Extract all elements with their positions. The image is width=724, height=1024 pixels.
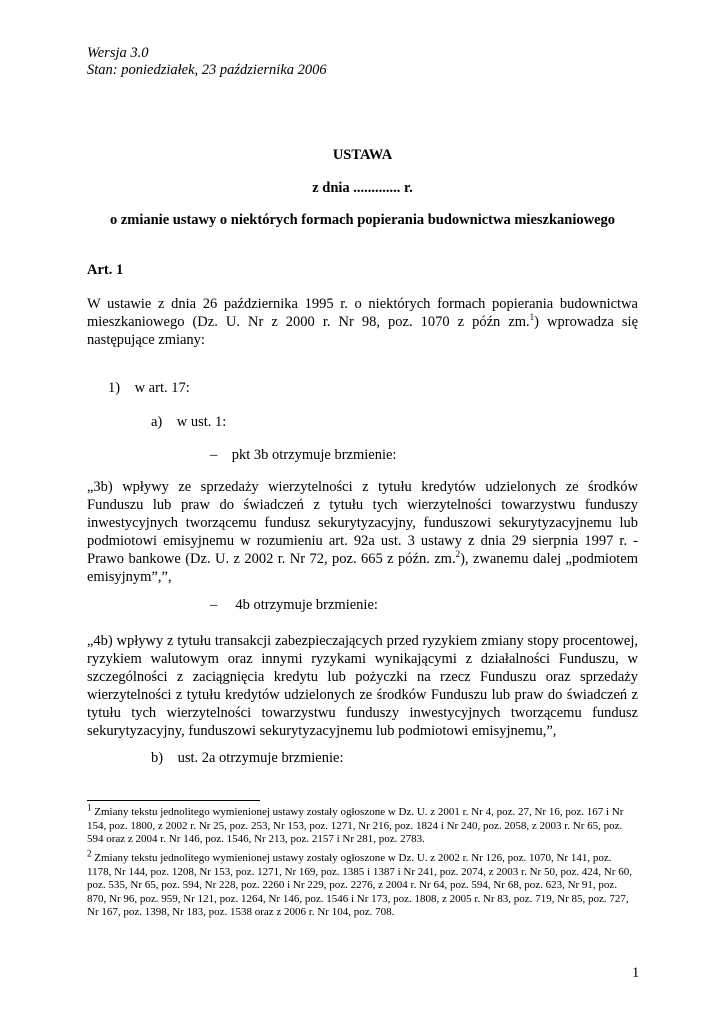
- status-label: Stan: poniedziałek, 23 października 2006: [87, 62, 327, 78]
- intro-paragraph: [87, 295, 638, 349]
- intro-text-before: W ustawie z dnia 26 października 1995 r. o niektórych formach popierania budownictwa mieszkaniowego (Dz. U. Nr z 2000 r. Nr 98, poz. 1070 z późn zm.: [87, 296, 638, 330]
- footnote-2-number: 2: [87, 848, 92, 859]
- list-item-1: 1) w art. 17:: [108, 380, 190, 396]
- dash-item-pkt3b: – pkt 3b otrzymuje brzmienie:: [210, 447, 397, 463]
- footnote-1-text: Zmiany tekstu jednolitego wymienionej ustawy zostały ogłoszone w Dz. U. z 2001 r. Nr 4, poz. 27, Nr 16, poz. 167 i Nr 154, poz. 1800, z 2002 r. Nr 25, poz. 253, Nr 153, poz. 1271, Nr 216, poz. 1824 i Nr 240, poz. 2058, z 2003 r. Nr 65, poz. 594 oraz z 2004 r. Nr 146, poz. 1546, Nr 213, poz. 2157 i Nr 281, poz. 2783.: [87, 806, 624, 845]
- version-label: Wersja 3.0: [87, 45, 149, 61]
- intro-text-after: ) wprowadza się następujące zmiany:: [87, 314, 639, 348]
- document-title: USTAWA: [332, 147, 393, 163]
- dash-item-4b: – 4b otrzymuje brzmienie:: [210, 597, 378, 613]
- document-subject: o zmianie ustawy o niektórych formach popierania budownictwa mieszkaniowego: [109, 212, 616, 228]
- article-heading: Art. 1: [87, 262, 124, 278]
- footnote-1: [87, 802, 638, 847]
- quote-3b-text-end: ), zwanemu dalej „podmiotem emisyjnym”,”,: [87, 551, 638, 585]
- page-number: 1: [632, 965, 640, 981]
- date-line: z dnia ............. r.: [312, 180, 413, 196]
- list-item-a: a) w ust. 1:: [151, 414, 227, 430]
- footnote-2: [87, 848, 638, 920]
- footnote-2-text: Zmiany tekstu jednolitego wymienionej ustawy zostały ogłoszone w Dz. U. z 2002 r. Nr 126, poz. 1070, Nr 141, poz. 1178, Nr 144, poz. 1208, Nr 153, poz. 1271, Nr 169, poz. 1385 i 1387 i Nr 241, poz. 2074, z 2003 r. Nr 50, poz. 424, Nr 60, poz. 535, Nr 65, poz. 594, Nr 228, poz. 2260 i Nr 229, poz. 2276, z 2004 r. Nr 64, poz. 594, Nr 68, poz. 623, Nr 91, poz. 870, Nr 96, poz. 959, Nr 121, poz. 1264, Nr 146, poz. 1546 i Nr 173, poz. 1808, z 2005 r. Nr 83, poz. 719, Nr 85, poz. 727, Nr 167, poz. 1398, Nr 183, poz. 1538 oraz z 2006 r. Nr 104, poz. 708.: [87, 852, 632, 918]
- footnote-1-number: 1: [87, 802, 92, 813]
- footnote-ref-1[interactable]: 1: [529, 312, 535, 323]
- quote-3b-text: „3b) wpływy ze sprzedaży wierzytelności z tytułu kredytów udzielonych ze środków Funduszu lub praw do świadczeń z tytułu tych wierzytelności towarzystwu funduszy inwestycyjnych tworzącemu fundusz sekurytyzacyjny, funduszowi sekurytyzacyjnemu lub podmiotowi emisyjnemu w rozumieniu art. 92a ust. 3 ustawy z dnia 29 sierpnia 1997 r. - Prawo bankowe (Dz. U. z 2002 r. Nr 72, poz. 665 z późn. zm.: [87, 479, 638, 567]
- quote-4b: „4b) wpływy z tytułu transakcji zabezpieczających przed ryzykiem zmiany stopy procentowej, ryzykiem walutowym oraz innymi ryzykami wynikającymi z działalności Funduszu, w szczególności z zaciągnięcia kredytu lub pożyczki na rzecz Funduszu oraz sprzedaży wierzytelności z tytułu kredytów udzielonych ze środków Funduszu lub praw do świadczeń z tytułu tych wierzytelności towarzystwu funduszy inwestycyjnych tworzącemu fundusz sekurytyzacyjny, funduszowi sekurytyzacyjnemu lub podmiotowi emisyjnemu,”,: [87, 633, 638, 739]
- footnote-separator: [87, 800, 260, 801]
- footnote-ref-2[interactable]: 2: [455, 549, 461, 560]
- list-item-b: b) ust. 2a otrzymuje brzmienie:: [151, 750, 344, 766]
- quote-3b: [87, 478, 638, 586]
